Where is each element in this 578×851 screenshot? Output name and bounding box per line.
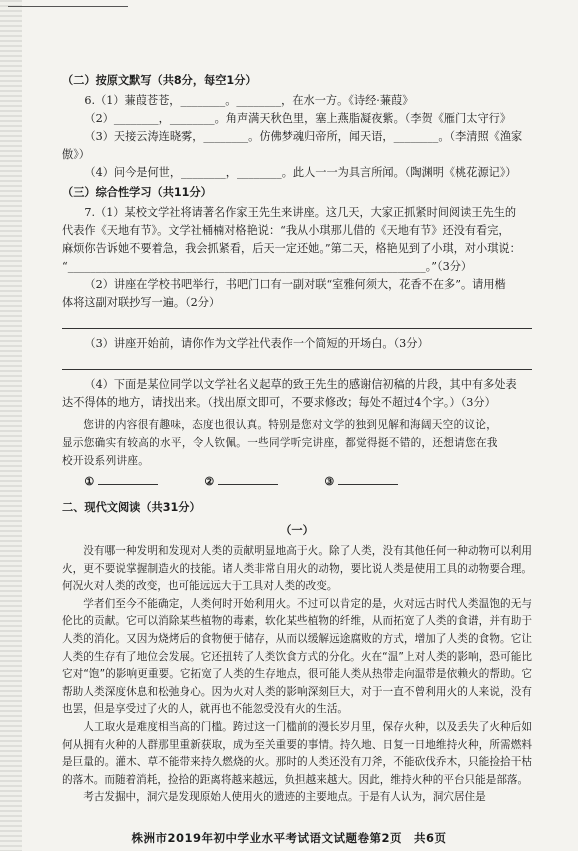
section-heading-recitation: （二）按原文默写（共8分，每空1分） — [62, 74, 257, 87]
question-6-2: （2）________，________。角声满天秋色里，塞上燕脂凝夜紫。（李贺《雁门太守行》 — [84, 112, 512, 125]
question-7-3: （3）讲座开始前，请你作为文学社代表作一个简短的开场白。（3分） — [84, 337, 429, 350]
letter-line: 您讲的内容很有趣味，态度也很认真。特别是您对文学的独到见解和海阔天空的议论， — [83, 419, 498, 431]
top-rule — [8, 6, 128, 7]
answer-mark-2: ② — [204, 472, 324, 491]
question-7-4-line1: （4）下面是某位同学以文学社名义起草的致王先生的感谢信初稿的片段，其中有多处表 — [84, 378, 517, 391]
reading-paragraph-1: 没有哪一种发明和发现对人类的贡献明显地高于火。除了人类，没有其他任何一种动物可以利用火，更不要说掌握制造火的技能。诸人类非常自用火的动物，要比说人类是使用工具的动物要合理。何况火对人类的改变，也可能远远大于工具对人类的改变。 — [62, 545, 532, 593]
question-7-4-line2: 达不得体的地方，请找出来。（找出原文即可，不要求修改；每处不超过4个字。）（3分） — [62, 396, 496, 409]
reading-paragraph-3: 人工取火是难度相当高的门槛。跨过这一门槛前的漫长岁月里，保存火种，以及丢失了火种后如何从拥有火种的人群那里重新获取，成为至关重要的事情。持久地、日复一日地维持火种，所需燃料是巨量的。灌木、草不能带来持久燃烧的火。那时的人类还没有刀斧，不能砍伐乔木，只能捡拾干枯的落木。而随着消耗，捡拾的距离将越来越远，负担越来越大。因此，维持火种的平台只能是部落。 — [62, 720, 532, 786]
answer-mark-1: ① — [84, 472, 204, 491]
page-footer: 株洲市2019年初中学业水平考试语文试题卷第2页 共6页 — [131, 831, 447, 845]
section-heading-reading: 二、现代文阅读（共31分） — [62, 501, 201, 514]
question-6-3: （3）天接云涛连晓雾，________。仿佛梦魂归帝所，闻天语，________。（李清照《渔家 — [84, 130, 523, 143]
thank-you-letter — [62, 416, 532, 470]
answer-mark-3: ③ — [324, 472, 444, 491]
reading-paragraph-4: 考古发掘中，洞穴是发现原始人使用火的遗迹的主要地点。于是有人认为，洞穴居住是 — [83, 791, 486, 804]
letter-line: 校开设系列讲座。 — [62, 455, 150, 467]
question-6-4: （4）问今是何世，________，________。此人一一为具言所闻。（陶渊明《桃花源记》） — [84, 166, 517, 179]
question-6-3-cont: 傲》） — [62, 148, 90, 161]
question-7-2-line1: （2）讲座在学校书吧举行，书吧门口有一副对联“室雅何须大，花香不在多”。请用楷 — [84, 278, 506, 291]
question-7-2-line2: 体将这副对联抄写一遍。（2分） — [62, 296, 221, 309]
section-heading-comprehensive: （三）综合性学习（共11分） — [62, 186, 212, 199]
question-7-1-line3: 麻烦你告诉她不要着急，我会抓紧看，后天一定还她。”第二天，格艳见到了小琪，对小琪说： — [62, 242, 521, 255]
question-7-1-line1: 7.（1）某校文学社将请著名作家王先生来讲座。这几天，大家正抓紧时间阅读王先生的 — [84, 206, 517, 219]
answer-line-7-2 — [62, 314, 532, 329]
question-7-1-line2: 代表作《天地有节》。文学社桶楠对格艳说：“我从小琪那儿借的《天地有节》还没有看完， — [62, 224, 510, 237]
binding-margin — [0, 0, 22, 851]
reading-part-label: （一） — [280, 523, 314, 537]
answer-marks-row — [62, 472, 532, 491]
page-content — [62, 70, 532, 807]
letter-line: 显示您确实有较高的水平，令人钦佩。一些同学听完讲座，都觉得挺不错的，还想请您在我 — [62, 437, 498, 449]
question-7-1-answer-line: “________________________________________________________________。”（3分） — [62, 260, 473, 273]
reading-paragraph-2: 学者们至今不能确定，人类何时开始利用火。不过可以肯定的是，火对远古时代人类温饱的无与伦比的贡献。它可以消除某些植物的毒素，软化某些植物的纤维，从而拓宽了人类的食谱，并有助于人类的消化。又因为烧烤后的食物便于储存，从而以缓解远途腐败的方式，增加了人类的食物。它让人类的生存有了地位会发展。它还扭转了人类饮食方式的分化。火在“温”上对人类的影响，恐可能比它对“饱”的影响更重要。它拓宽了人类的生存地点，很可能人类从热带走向温带是依赖火的帮助。它帮助人类深度休息和松弛身心。因为火对人类的影响深刻巨大，对于一直不曾利用火的人来说，没有也罢，但是享受过了火的人，就再也不能忽受没有火的生活。 — [62, 597, 532, 716]
question-6-1: 6.（1）蒹葭苍苍，________。________，在水一方。《诗经·蒹葭》 — [84, 94, 414, 107]
answer-line-7-3 — [62, 355, 532, 370]
